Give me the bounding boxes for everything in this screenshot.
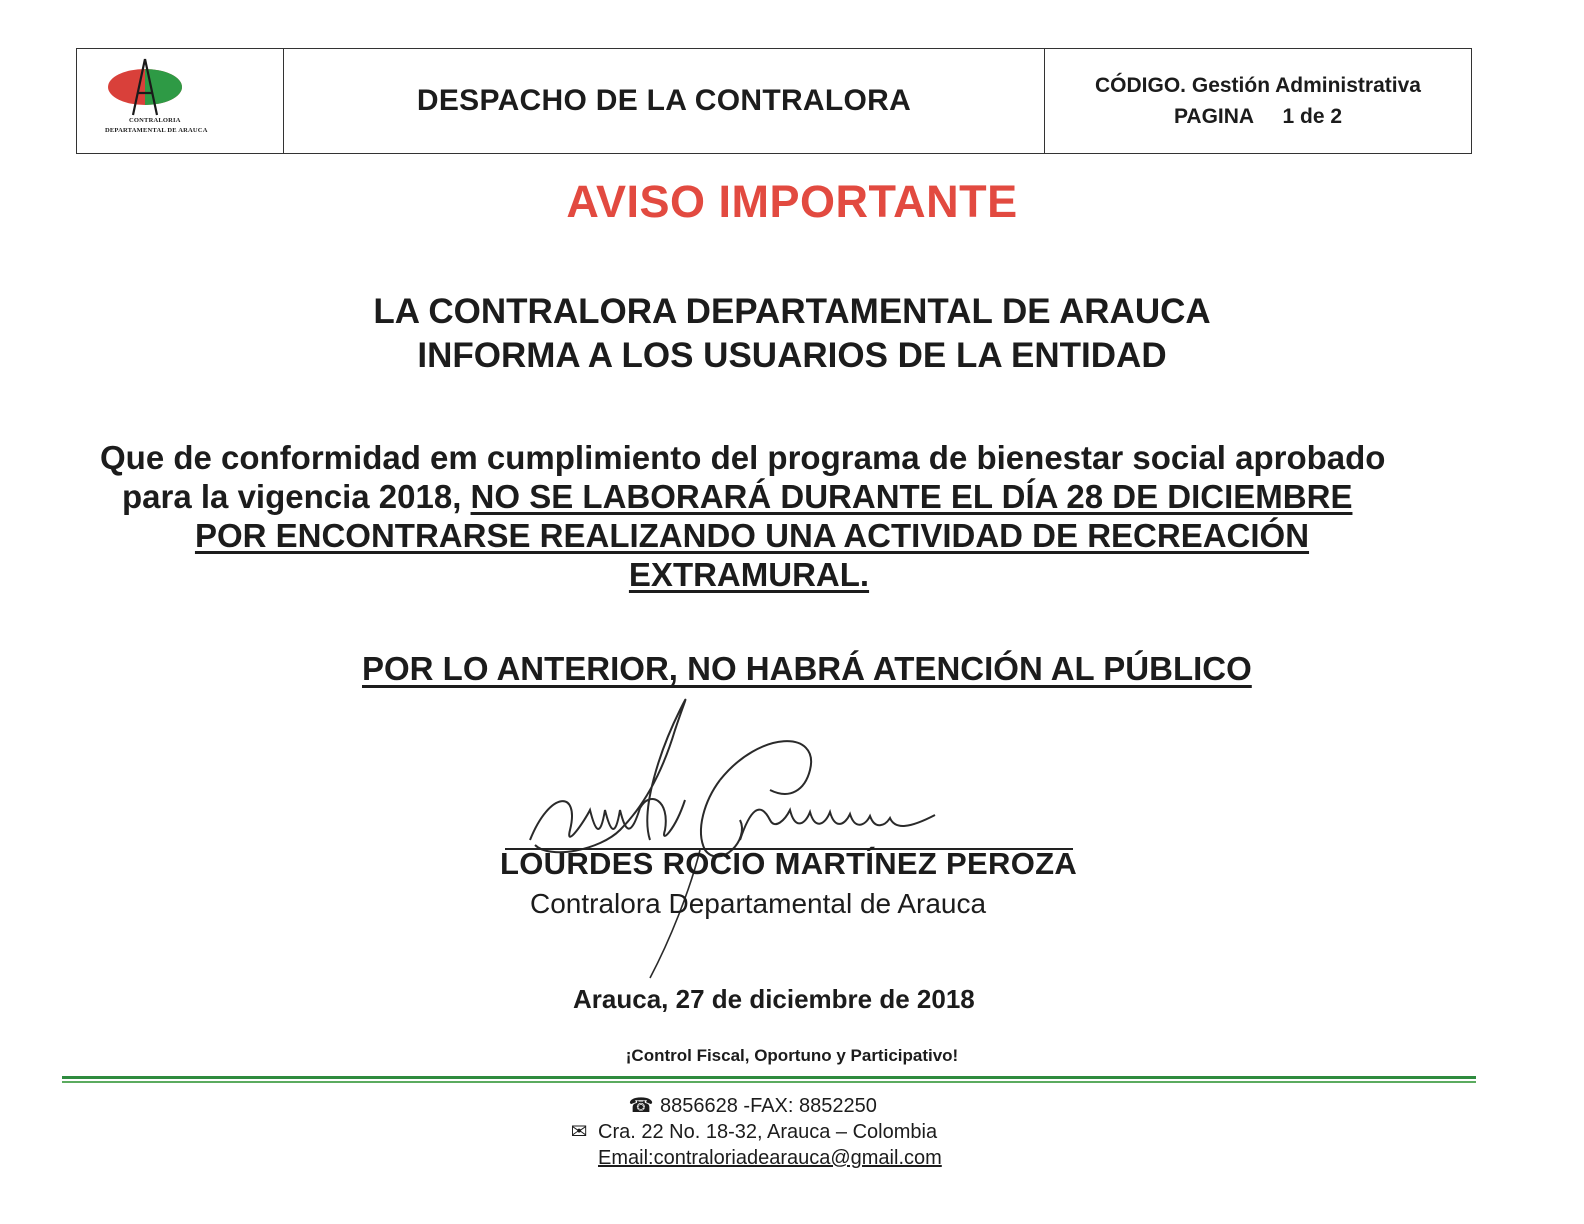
phone-row <box>560 1093 1030 1119</box>
body-line2-underlined: NO SE LABORARÁ DURANTE EL DÍA 28 DE DICIEMBRE <box>470 478 1353 515</box>
intro-block <box>0 290 1584 378</box>
contraloria-logo <box>105 57 185 117</box>
document-header <box>76 48 1472 154</box>
notice-title: AVISO IMPORTANTE <box>566 176 1018 227</box>
motto: ¡Control Fiscal, Oportuno y Participativo! <box>625 1046 959 1065</box>
handwritten-signature <box>490 690 960 980</box>
closing-statement: POR LO ANTERIOR, NO HABRÁ ATENCIÓN AL PÚBLICO <box>362 650 1252 687</box>
page-indicator <box>1174 101 1342 132</box>
contact-footer <box>560 1093 1030 1171</box>
phone-text: 8856628 -FAX: 8852250 <box>660 1095 877 1117</box>
page-label: PAGINA <box>1173 105 1254 128</box>
logo-text-line1: CONTRALORIA <box>129 117 181 124</box>
body-line3: POR ENCONTRARSE REALIZANDO UNA ACTIVIDAD DE RECREACIÓN <box>194 517 1310 554</box>
footer-divider-secondary <box>62 1081 1476 1083</box>
address-row <box>560 1119 1030 1145</box>
logo-text-line2: DEPARTAMENTAL DE ARAUCA <box>105 127 208 134</box>
body-line4: EXTRAMURAL. <box>628 556 870 593</box>
email-link[interactable]: Email:contraloriadearauca@gmail.com <box>598 1147 942 1169</box>
logo-cell <box>77 49 284 153</box>
body-line1: Que de conformidad em cumplimiento del programa de bienestar social aprobado <box>100 439 1386 476</box>
intro-line1: LA CONTRALORA DEPARTAMENTAL DE ARAUCA <box>373 292 1211 331</box>
envelope-icon: ✉ <box>570 1121 588 1143</box>
address-text: Cra. 22 No. 18-32, Arauca – Colombia <box>598 1121 938 1143</box>
email-row <box>560 1145 1030 1171</box>
signer-name: LOURDES ROCIO MARTÍNEZ PEROZA <box>500 846 1078 881</box>
telephone-icon: ☎ <box>628 1095 654 1117</box>
document-date: Arauca, 27 de diciembre de 2018 <box>573 984 975 1014</box>
code-label: CÓDIGO. Gestión Administrativa <box>1095 74 1421 97</box>
intro-line2: INFORMA A LOS USUARIOS DE LA ENTIDAD <box>417 336 1167 375</box>
body-line2 <box>100 477 1484 516</box>
header-code-cell <box>1045 49 1471 153</box>
header-title: DESPACHO DE LA CONTRALORA <box>284 49 1045 153</box>
page-value: 1 de 2 <box>1282 105 1343 128</box>
notice-body <box>100 438 1484 594</box>
body-line2-plain: para la vigencia 2018, <box>122 478 471 515</box>
signer-role: Contralora Departamental de Arauca <box>530 888 987 919</box>
footer-divider <box>62 1076 1476 1079</box>
